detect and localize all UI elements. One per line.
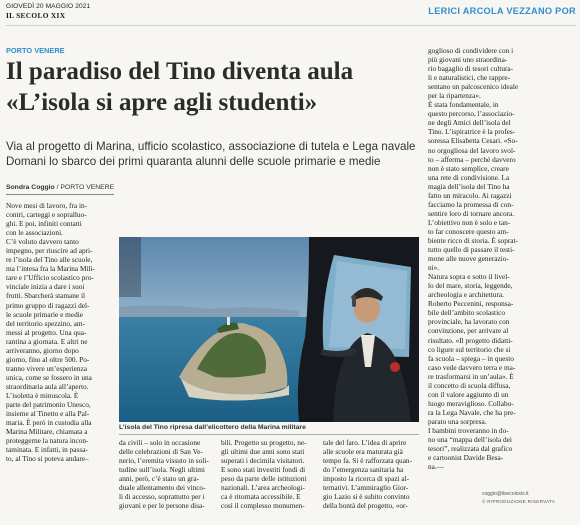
column-line: superati i decimila visitatori. <box>221 456 305 466</box>
column-line: biente ricco di storia. È soprat- <box>428 235 518 245</box>
section-header: LERICI ARCOLA VEZZANO POR <box>428 6 576 16</box>
column-line: co ligure sul territorio che si <box>428 344 511 354</box>
column-line: giovani e per le persone disa- <box>119 501 205 511</box>
column-line: li di accesso, soprattutto per i <box>119 492 205 502</box>
column-line: to far conoscere questo am- <box>428 226 509 236</box>
article-column-left <box>6 201 114 463</box>
column-line: li e naturalistici, che rappre- <box>428 73 511 83</box>
caption-divider <box>119 434 419 435</box>
column-line: nazionali. L’area archeologi- <box>221 483 305 493</box>
column-line: to, al Tino si poteva andare– <box>6 454 89 464</box>
article-column-b3 <box>323 438 420 510</box>
author-email: coggio@ilsecoloxix.it <box>482 491 529 497</box>
column-line: ni». <box>428 263 440 273</box>
column-line: provinciale, ha lavorato con <box>428 317 510 327</box>
column-line: sentire loro di tornare ancora. <box>428 208 515 218</box>
column-line: parato una sorpresa. <box>428 416 487 426</box>
column-line: messi al progetto. Una qua- <box>6 327 87 337</box>
column-line: da civili – solo in occasione <box>119 438 201 447</box>
subhead-line: Via al progetto di Marina, ufficio scolastico, associazione di tutela e Lega navale <box>6 140 416 153</box>
column-line: E sono stati investiti fondi di <box>221 465 306 475</box>
column-line: non è stato semplice, creare <box>428 163 509 173</box>
column-line: tempo fa. Si è rafforzata quan- <box>323 456 413 466</box>
column-line: anni, però, c’è stato un gra- <box>119 474 200 484</box>
column-line: do l’emergenza sanitaria ha <box>323 465 404 475</box>
column-line: le scuole primarie e medie <box>6 309 83 319</box>
column-line: re l’isola del Tino alle scuole, <box>6 255 93 265</box>
column-line: magia dell’isola del Tino ha <box>428 181 510 191</box>
column-line: facciamo la promessa di con- <box>428 199 514 209</box>
column-line: proteggerne la natura incon- <box>6 436 89 446</box>
column-line: tesori”, realizzata dal grafico <box>428 444 513 454</box>
column-line: ternativi. L’ammiraglio Gior- <box>323 483 409 493</box>
issue-date: GIOVEDÌ 20 MAGGIO 2021 <box>6 3 91 10</box>
column-line: così il complesso monumen- <box>221 501 305 511</box>
column-line: della bontà del progetto, «or- <box>323 501 408 511</box>
column-line: il concetto di scuola diffusa, <box>428 380 511 390</box>
column-line: na.— <box>428 462 445 472</box>
column-line: goglioso di condividere con i <box>428 46 514 55</box>
column-line: ra la Lega Navale, che ha pre- <box>428 407 516 417</box>
byline-divider <box>6 194 114 195</box>
column-line: I bambini troveranno in do- <box>428 425 509 435</box>
column-line: alle scuole era maturata già <box>323 447 403 457</box>
column-line: nerio, l’eremita vissuto in soli- <box>119 456 209 466</box>
column-line: primo gruppo di ragazzi del- <box>6 300 90 310</box>
column-line: duale allentamento dei vinco- <box>119 483 206 493</box>
column-line: vinciale inizia a dare i suoi <box>6 282 85 292</box>
column-line: Marina Militare, chiamata a <box>6 427 88 437</box>
author-name: Sondra Coggio <box>6 184 55 191</box>
article-column-b1 <box>119 438 215 510</box>
column-line: Roberto Peccenini, responsa- <box>428 299 514 309</box>
column-line: questo percorso, l’associazio- <box>428 109 515 119</box>
column-line: per la ripartenza». <box>428 91 481 101</box>
copyright-notice: © RIPRODUZIONE RISERVATA <box>482 499 556 504</box>
column-line: peso da parte delle istituzioni <box>221 474 307 484</box>
column-line: tutto quello di passare il testi- <box>428 245 515 255</box>
column-line: bili. Progetto su progetto, ne- <box>221 438 307 447</box>
column-line: C’è voluto davvero tanto <box>6 237 79 247</box>
column-line: con il valore aggiunto di un <box>428 389 509 399</box>
column-line: maria. È però in custodia alla <box>6 418 92 428</box>
column-line: no una “mappa dell’isola dei <box>428 435 512 445</box>
column-line: to – afferma – perché davvero <box>428 154 516 164</box>
column-line: mone alle nuove generazio- <box>428 254 509 264</box>
column-line: re trasformarsi in un’aula». È <box>428 371 514 381</box>
column-line: giorno, fino al oltre 500. Po- <box>6 354 90 364</box>
column-line: rantina a giornata. E altri ne <box>6 336 88 346</box>
byline-place: / PORTO VENERE <box>56 184 115 191</box>
column-line: delle celebrazioni di San Ve- <box>119 447 203 457</box>
article-subhead <box>6 139 422 169</box>
column-line: una rete di condivisione. La <box>428 172 510 182</box>
article-photo <box>119 237 419 422</box>
column-line: soressa Elisabetta Cesari. «So- <box>428 136 518 146</box>
column-line: fatto un miracolo. Ai ragazzi <box>428 190 512 200</box>
article-column-b2 <box>221 438 317 510</box>
header-divider <box>6 25 576 26</box>
headline-line: Il paradiso del Tino diventa aula <box>6 58 354 85</box>
column-line: tudine sull’isola. Negli ultimi <box>119 465 205 475</box>
column-line: gio Lazio si è subito convinto <box>323 492 410 502</box>
subhead-line: Domani lo sbarco dei primi quaranta alunni delle scuole primarie e medie <box>6 155 381 168</box>
column-line: luogo meraviglioso. Collabo- <box>428 398 514 408</box>
column-line: taminata. E infatti, in passa- <box>6 445 88 455</box>
column-line: sentano un palcoscenico ideale <box>428 82 519 92</box>
newspaper-name: IL SECOLO XIX <box>6 11 66 20</box>
column-line: imposto la ricerca di spazi al- <box>323 474 410 484</box>
column-line: con le associazioni. <box>6 228 63 238</box>
column-line: lo del mare, storia, leggende, <box>428 281 513 291</box>
article-column-right <box>428 46 568 471</box>
column-line: tare e l’Ufficio scolastico pro- <box>6 273 94 283</box>
column-line: tranno vivere un’esperienza <box>6 363 88 373</box>
article-kicker: PORTO VENERE <box>6 46 65 55</box>
column-line: tale del faro. L’idea di aprire <box>323 438 407 447</box>
column-line: rio bagaglio di tesori cultura- <box>428 64 514 74</box>
byline <box>6 184 114 191</box>
column-line: straordinaria aula all’aperto. <box>6 381 89 391</box>
column-line: unica, come se fossero in una <box>6 372 92 382</box>
column-line: no orgogliosa del lavoro svol- <box>428 145 516 155</box>
column-line: contri, carteggi e sopralluo- <box>6 210 87 220</box>
column-line: Nove mesi di lavoro, fra in- <box>6 201 88 210</box>
column-line: più giovani uno straordina- <box>428 55 508 65</box>
column-line: caso vede davvero terra e ma- <box>428 362 516 372</box>
column-line: ne degli Amici dell’isola del <box>428 118 511 128</box>
photo-caption: L’isola del Tino ripresa dall’elicottero della Marina militare <box>119 424 306 431</box>
column-line: e cartoonist Davide Besa- <box>428 453 504 463</box>
column-line: arriveranno, giorno dopo <box>6 345 79 355</box>
column-line: convinzione, per arrivare al <box>428 326 509 336</box>
column-line: impegno, per riuscire ad apri- <box>6 246 93 256</box>
column-line: bile dell’ambito scolastico <box>428 308 506 318</box>
column-line: Tino. L’ispiratrice è la profes- <box>428 127 516 137</box>
column-line: ma l’intesa fra la Marina Mili- <box>6 264 95 274</box>
column-line: insieme al Tinetto e alla Pal- <box>6 409 90 419</box>
column-line: L’obiettivo non è solo e tan- <box>428 217 511 227</box>
column-line: archeologia e architettura. <box>428 290 504 300</box>
column-line: ghi. E poi, infiniti contatti <box>6 219 82 229</box>
column-line: Natura sopra e sotto il livel- <box>428 272 510 282</box>
column-line: frutti. Sbarcherà stamane il <box>6 291 86 301</box>
column-line: L’isoletta è minuscola. È <box>6 390 79 400</box>
column-line: ca è ritornata accessibile. E <box>221 492 301 502</box>
column-line: fa scuola – spiega – in questo <box>428 353 514 363</box>
column-line: del territorio spezzino, am- <box>6 318 86 328</box>
column-line: È stata fondamentale, in <box>428 100 499 110</box>
island-photo <box>119 237 419 422</box>
article-headline <box>6 56 426 118</box>
headline-line: «L’isola si apre agli studenti» <box>6 89 318 116</box>
column-line: risultato. «Il progetto didatti- <box>428 335 513 345</box>
column-line: gli ultimi due anni sono stati <box>221 447 305 457</box>
column-line: parte del patrimonio Unesco, <box>6 400 91 410</box>
